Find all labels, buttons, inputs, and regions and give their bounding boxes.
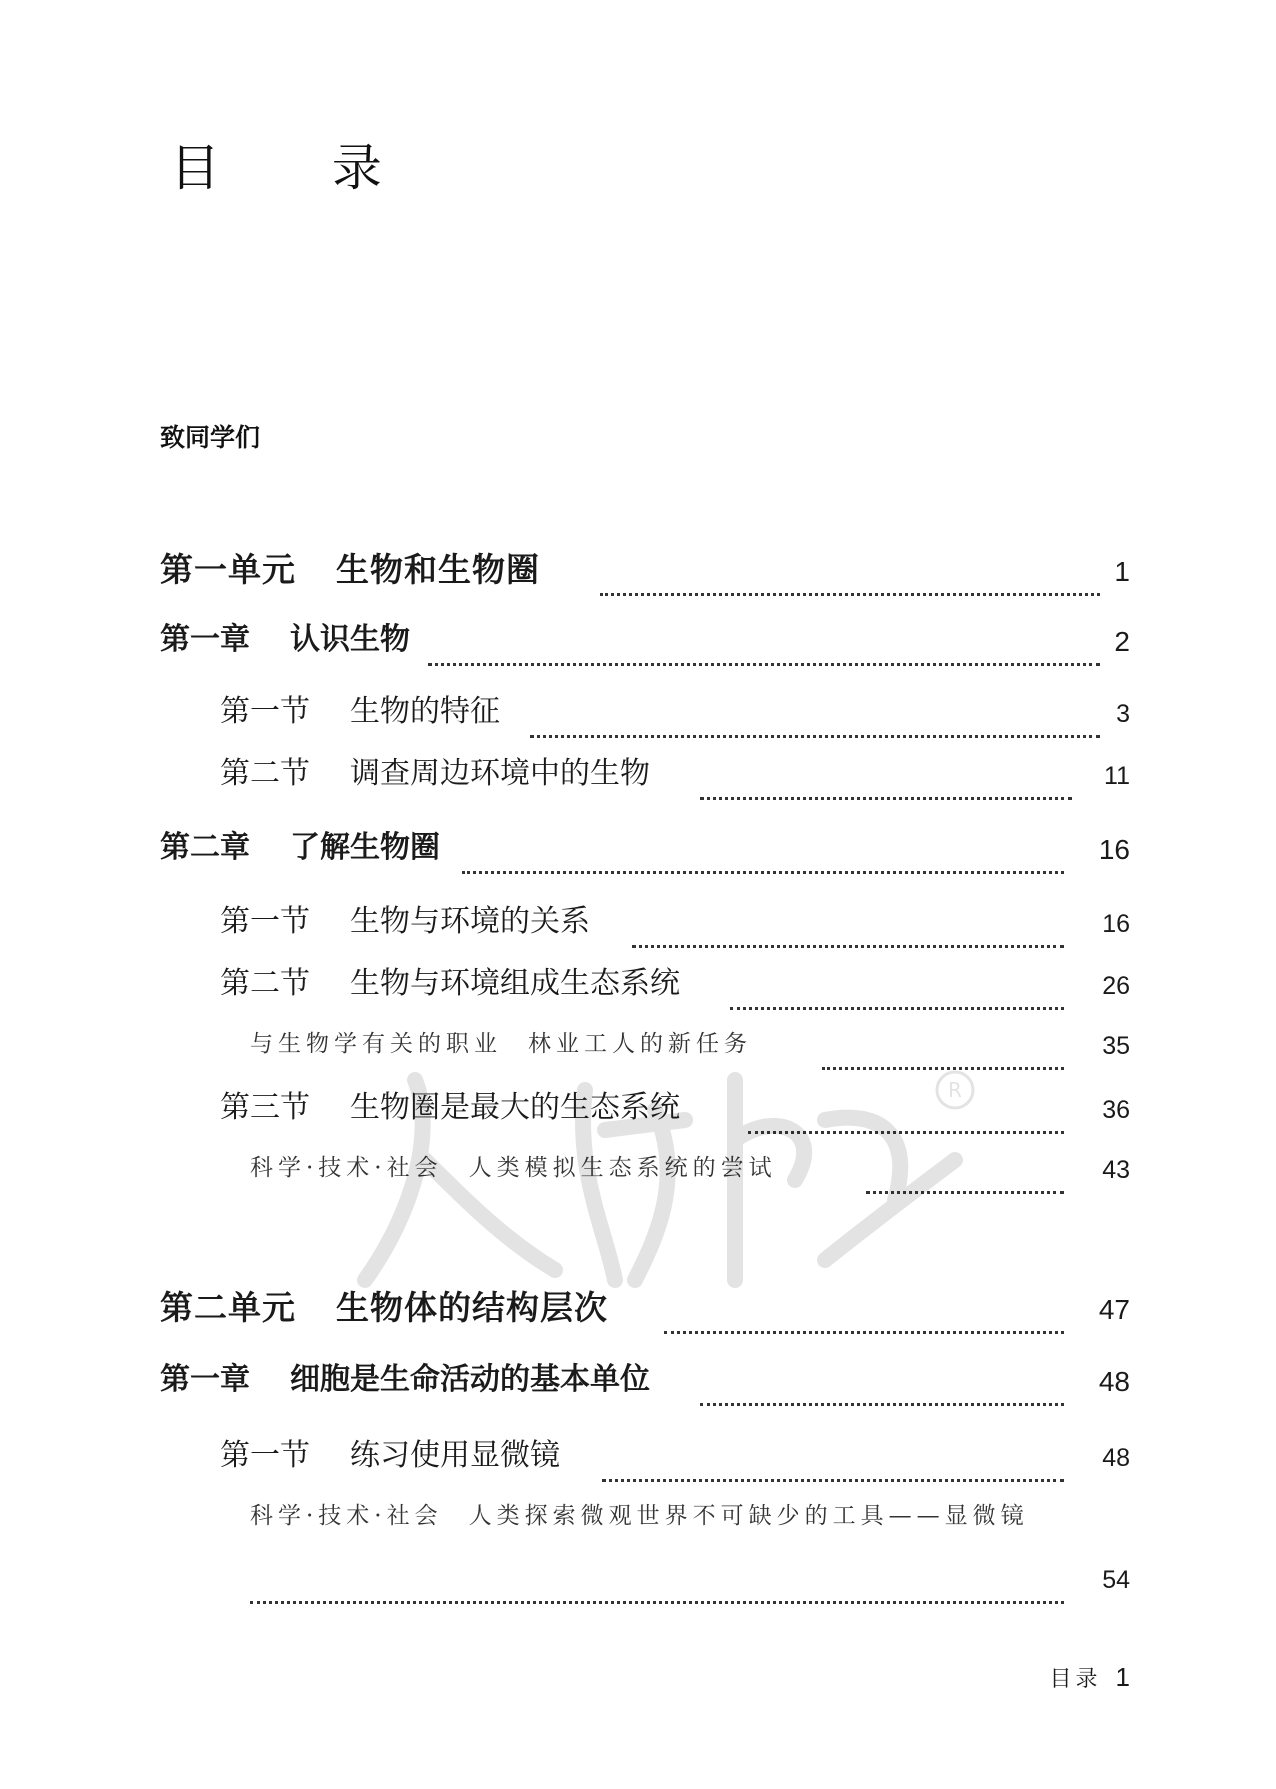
publisher-watermark [355, 1050, 995, 1300]
page-number: 47 [1098, 1294, 1130, 1325]
toc-entry-section[interactable] [0, 686, 1276, 738]
leader-dots [428, 614, 1100, 666]
footer-label: 目录 [1049, 1667, 1102, 1692]
leader-dots [602, 1430, 1064, 1482]
toc-label: 第二章 了解生物圈 [160, 830, 440, 865]
page-title: 目 录 [170, 139, 430, 197]
page-number: 1 [1114, 556, 1130, 587]
page-number: 54 [1102, 1566, 1130, 1594]
toc-label: 第一节 生物与环境的关系 [220, 904, 590, 939]
toc-label: 第一节 生物的特征 [220, 694, 500, 729]
preface-heading[interactable]: 致同学们 [160, 423, 261, 452]
footer-page-number: 1 [1115, 1662, 1130, 1692]
page-number: 3 [1116, 700, 1130, 728]
toc-entry-section[interactable] [0, 896, 1276, 948]
leader-dots [632, 896, 1064, 948]
toc-entry-section[interactable] [0, 1430, 1276, 1482]
leader-dots [700, 1354, 1064, 1406]
toc-label: 第二单元 生物体的结构层次 [160, 1288, 608, 1327]
leader-dots [600, 544, 1100, 596]
toc-label: 第二节 生物与环境组成生态系统 [220, 966, 680, 1001]
page-number: 16 [1102, 910, 1130, 938]
toc-label: 科学·技术·社会 人类模拟生态系统的尝试 [250, 1155, 777, 1181]
toc-entry-chapter[interactable] [0, 1354, 1276, 1406]
svg-text:R: R [948, 1078, 962, 1102]
page-number: 48 [1102, 1444, 1130, 1472]
toc-label: 第三节 生物圈是最大的生态系统 [220, 1090, 680, 1125]
toc-entry-extra-continuation[interactable] [0, 1552, 1276, 1604]
toc-label: 第一单元 生物和生物圈 [160, 550, 540, 589]
toc-entry-unit-1[interactable] [0, 544, 1276, 596]
page-number: 35 [1102, 1032, 1130, 1060]
page-footer [1050, 1662, 1130, 1693]
page-number: 43 [1102, 1156, 1130, 1184]
page-number: 48 [1098, 1366, 1130, 1397]
toc-label: 第一章 细胞是生命活动的基本单位 [160, 1362, 650, 1397]
toc-label: 第一节 练习使用显微镜 [220, 1438, 560, 1473]
leader-dots [530, 686, 1100, 738]
toc-label: 第一章 认识生物 [160, 622, 410, 657]
page-number: 11 [1104, 762, 1130, 790]
page-number: 36 [1102, 1096, 1130, 1124]
page-number: 16 [1098, 834, 1130, 865]
leader-dots [462, 822, 1064, 874]
toc-entry-section[interactable] [0, 958, 1276, 1010]
toc-entry-section[interactable] [0, 748, 1276, 800]
leader-dots [700, 748, 1072, 800]
toc-label: 与生物学有关的职业 林业工人的新任务 [250, 1031, 752, 1057]
toc-entry-chapter[interactable] [0, 822, 1276, 874]
page-number: 26 [1102, 972, 1130, 1000]
toc-entry-extra[interactable] [0, 1490, 1276, 1542]
leader-dots [250, 1552, 1064, 1604]
toc-entry-chapter[interactable] [0, 614, 1276, 666]
page-number: 2 [1114, 626, 1130, 657]
toc-label: 科学·技术·社会 人类探索微观世界不可缺少的工具——显微镜 [250, 1503, 1029, 1529]
toc-label: 第二节 调查周边环境中的生物 [220, 756, 650, 791]
leader-dots [730, 958, 1064, 1010]
